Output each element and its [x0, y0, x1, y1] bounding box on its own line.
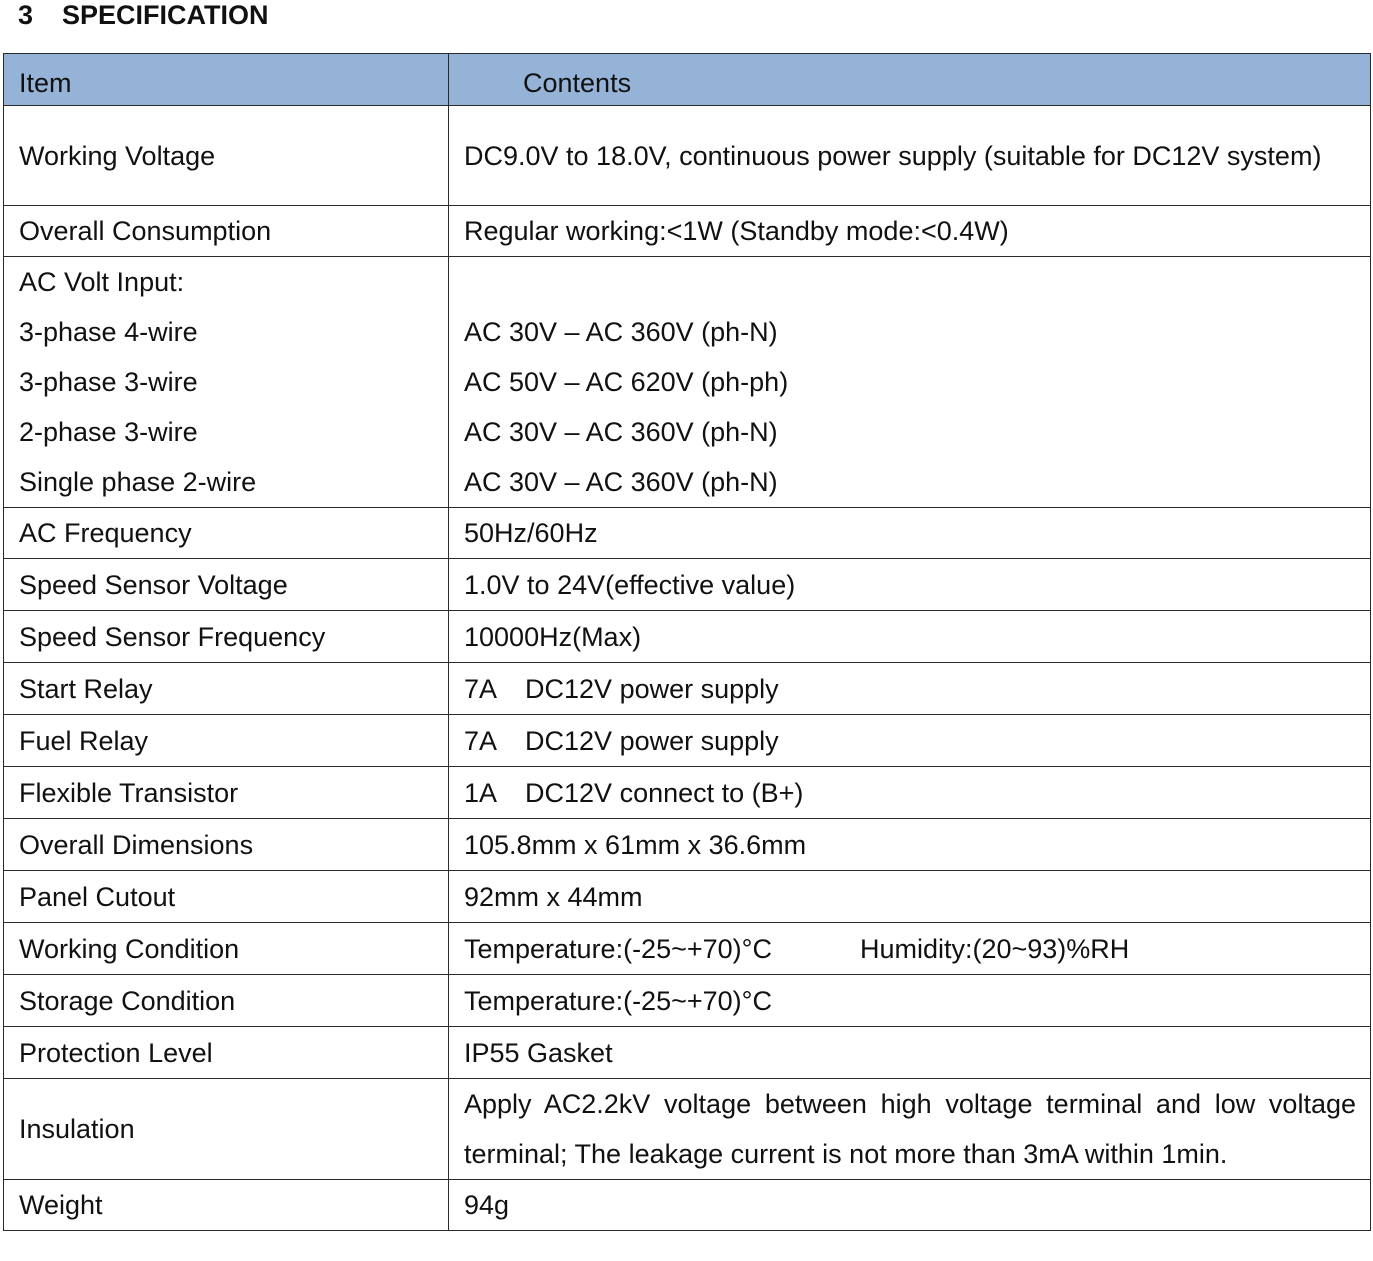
- column-header-item: Item: [4, 54, 449, 106]
- row-item: Working Condition: [4, 923, 449, 975]
- relay-current: 7A: [464, 725, 498, 756]
- table-row: [4, 508, 1371, 559]
- row-content: IP55 Gasket: [449, 1027, 1371, 1079]
- working-voltage-text: DC9.0V to 18.0V, continuous power supply (suitable for DC12V system): [464, 140, 1322, 171]
- ac-input-range: AC 30V – AC 360V (ph-N): [464, 317, 778, 347]
- column-header-contents: Contents: [449, 54, 1371, 106]
- row-item: AC Frequency: [4, 508, 449, 559]
- ac-input-type: 2-phase 3-wire: [19, 417, 198, 447]
- ac-input-type: Single phase 2-wire: [19, 467, 257, 497]
- ac-input-type: 3-phase 3-wire: [19, 367, 198, 397]
- row-item: Fuel Relay: [4, 715, 449, 767]
- row-content: Temperature:(-25~+70)°C: [449, 975, 1371, 1027]
- section-title: SPECIFICATION: [62, 0, 269, 30]
- row-content: 92mm x 44mm: [449, 871, 1371, 923]
- row-item: Speed Sensor Frequency: [4, 611, 449, 663]
- relay-spec: DC12V power supply: [525, 673, 779, 704]
- relay-spec: DC12V power supply: [525, 725, 779, 756]
- table-header-row: [4, 54, 1371, 106]
- row-item: Flexible Transistor: [4, 767, 449, 819]
- row-item: Overall Dimensions: [4, 819, 449, 871]
- row-item: Storage Condition: [4, 975, 449, 1027]
- row-content: [449, 257, 1371, 508]
- ac-input-label: AC Volt Input:: [19, 267, 185, 297]
- row-content: [449, 767, 1371, 819]
- ac-input-range: AC 50V – AC 620V (ph-ph): [464, 367, 789, 397]
- section-heading: [18, 0, 269, 32]
- insulation-text: Apply AC2.2kV voltage between high voltage terminal and low voltage terminal; The leakage current is not more than 3mA within 1min.: [464, 1089, 1356, 1169]
- row-content: Regular working:<1W (Standby mode:<0.4W): [449, 206, 1371, 257]
- ac-input-range: [464, 257, 1356, 307]
- row-content: [449, 663, 1371, 715]
- row-content: [449, 715, 1371, 767]
- row-item: [4, 257, 449, 508]
- row-item: Working Voltage: [4, 106, 449, 206]
- table-row: [4, 206, 1371, 257]
- relay-current: 7A: [464, 673, 498, 704]
- row-content: 1.0V to 24V(effective value): [449, 559, 1371, 611]
- temperature-range: Temperature:(-25~+70)°C: [464, 933, 772, 964]
- table-row: [4, 819, 1371, 871]
- table-row: [4, 559, 1371, 611]
- table-row: [4, 767, 1371, 819]
- table-row: [4, 611, 1371, 663]
- table-row: [4, 1027, 1371, 1079]
- row-item: Overall Consumption: [4, 206, 449, 257]
- table-row: [4, 1180, 1371, 1231]
- table-row: [4, 975, 1371, 1027]
- row-item: Weight: [4, 1180, 449, 1231]
- row-item: Protection Level: [4, 1027, 449, 1079]
- table-row: [4, 1079, 1371, 1180]
- transistor-current: 1A: [464, 777, 498, 808]
- table-row: [4, 923, 1371, 975]
- row-item: Start Relay: [4, 663, 449, 715]
- table-row: [4, 257, 1371, 508]
- transistor-spec: DC12V connect to (B+): [525, 777, 804, 808]
- row-content: 50Hz/60Hz: [449, 508, 1371, 559]
- section-number: 3: [18, 0, 34, 30]
- row-content: [449, 923, 1371, 975]
- table-row: [4, 106, 1371, 206]
- row-content: 10000Hz(Max): [449, 611, 1371, 663]
- row-item: Panel Cutout: [4, 871, 449, 923]
- row-item: Insulation: [4, 1079, 449, 1180]
- humidity-range: Humidity:(20~93)%RH: [859, 933, 1130, 964]
- row-item: Speed Sensor Voltage: [4, 559, 449, 611]
- row-content: 105.8mm x 61mm x 36.6mm: [449, 819, 1371, 871]
- row-content: 94g: [449, 1180, 1371, 1231]
- table-row: [4, 715, 1371, 767]
- ac-input-type: 3-phase 4-wire: [19, 317, 198, 347]
- row-content: [449, 106, 1371, 206]
- specification-table: [3, 53, 1371, 1231]
- ac-input-range: AC 30V – AC 360V (ph-N): [464, 467, 778, 497]
- table-row: [4, 871, 1371, 923]
- row-content: [449, 1079, 1371, 1180]
- table-row: [4, 663, 1371, 715]
- ac-input-range: AC 30V – AC 360V (ph-N): [464, 417, 778, 447]
